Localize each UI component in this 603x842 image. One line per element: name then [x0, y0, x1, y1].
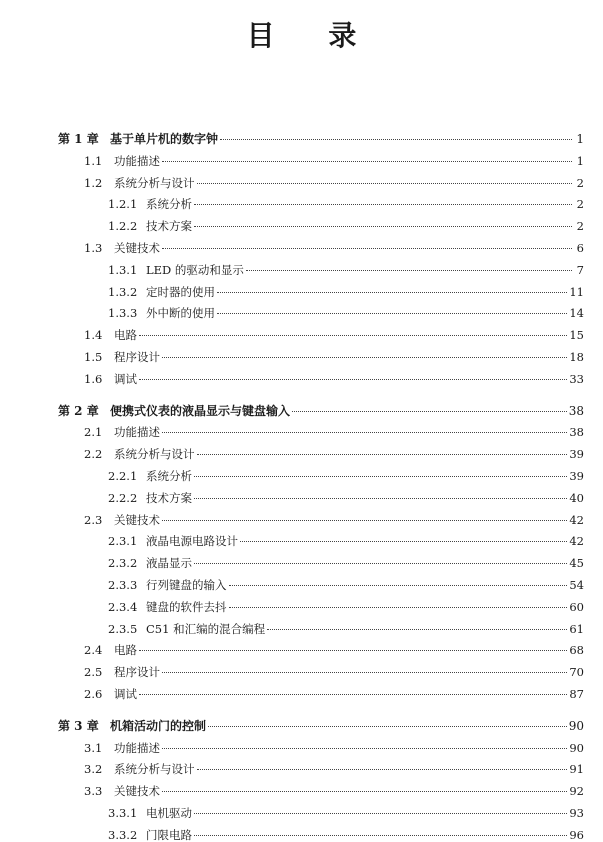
toc-entry-title: 关键技术: [114, 784, 160, 799]
toc-page-number: 42: [569, 512, 584, 527]
page-title: 目 录: [246, 19, 379, 52]
toc-entry-title: 功能描述: [114, 153, 160, 168]
toc-entry-number: 1.3.2: [108, 284, 138, 299]
toc-page-number: 60: [569, 599, 584, 614]
toc-entry-title: 程序设计: [114, 665, 160, 680]
toc-entry[interactable]: [84, 154, 584, 168]
toc-page-number: 1: [576, 153, 584, 168]
toc-entry-number: 第 3 章: [58, 718, 99, 733]
dot-leader: [162, 248, 572, 249]
dot-leader: [162, 748, 567, 749]
dot-leader: [194, 204, 572, 205]
toc-page-number: 2: [576, 175, 584, 190]
toc-entry[interactable]: [108, 263, 584, 277]
toc-entry-title: 系统分析与设计: [114, 175, 195, 190]
toc-page-number: 61: [569, 621, 584, 636]
toc-entry-number: 第 2 章: [58, 403, 99, 418]
toc-entry-number: 3.3: [84, 784, 103, 799]
toc-entry-number: 2.5: [84, 665, 103, 680]
toc-page-number: 40: [569, 490, 584, 505]
toc-entry-number: 3.2: [84, 762, 103, 777]
toc-page-number: 6: [576, 241, 584, 255]
dot-leader: [194, 563, 567, 564]
toc-entry[interactable]: [84, 328, 584, 342]
dot-leader: [194, 476, 567, 477]
dot-leader: [162, 672, 567, 673]
toc-entry[interactable]: [84, 425, 584, 439]
toc-entry-title: 便携式仪表的液晶显示与键盘输入: [110, 403, 291, 418]
toc-entry[interactable]: [84, 665, 584, 679]
toc-entry-title: 功能描述: [114, 740, 160, 755]
toc-entry-title: 液晶显示: [146, 556, 192, 571]
toc-entry-number: 2.3.1: [108, 534, 138, 549]
toc-page-number: 39: [569, 447, 584, 462]
toc-entry-title: LED 的驱动和显示: [146, 262, 244, 277]
toc-entry-title: 系统分析与设计: [114, 762, 195, 777]
dot-leader: [194, 498, 567, 499]
toc-chapter-entry[interactable]: [58, 404, 584, 418]
toc-entry-number: 3.3.2: [108, 827, 138, 842]
toc-entry-title: 基于单片机的数字钟: [110, 132, 219, 146]
dot-leader: [162, 520, 567, 521]
dot-leader: [246, 270, 572, 271]
toc-page-number: 91: [569, 762, 584, 777]
toc-page-number: 45: [569, 556, 584, 571]
toc-entry-title: 电路: [114, 643, 137, 658]
toc-entry-number: 2.2.2: [108, 490, 138, 505]
dot-leader: [229, 585, 568, 586]
dot-leader: [220, 139, 572, 140]
dot-leader: [139, 650, 567, 651]
toc-entry[interactable]: [84, 350, 584, 364]
toc-entry-title: 技术方案: [146, 219, 192, 234]
toc-entry[interactable]: [84, 241, 584, 255]
toc-entry[interactable]: [108, 306, 584, 320]
toc-entry-title: 机箱活动门的控制: [110, 718, 207, 733]
dot-leader: [162, 161, 572, 162]
toc-entry-title: 键盘的软件去抖: [146, 599, 227, 614]
toc-entry[interactable]: [108, 578, 584, 592]
toc-entry-title: 技术方案: [146, 490, 192, 505]
dot-leader: [208, 726, 567, 727]
dot-leader: [194, 226, 572, 227]
toc-page-number: 70: [569, 665, 584, 680]
toc-entry-number: 2.1: [84, 425, 103, 440]
toc-entry-title: 电机驱动: [146, 806, 192, 820]
toc-entry[interactable]: [108, 491, 584, 505]
toc-entry-number: 2.4: [84, 643, 103, 658]
toc-entry-title: 系统分析与设计: [114, 447, 195, 462]
toc-entry[interactable]: [108, 806, 584, 820]
toc-page-number: 15: [569, 328, 584, 343]
toc-entry-title: 系统分析: [146, 197, 192, 212]
toc-entry-number: 2.3.3: [108, 578, 138, 592]
toc-page-number: 18: [569, 350, 584, 364]
dot-leader: [139, 335, 567, 336]
toc-entry[interactable]: [84, 741, 584, 755]
toc-page-number: 14: [569, 306, 584, 321]
toc-entry-title: 系统分析: [146, 469, 192, 483]
dot-leader: [194, 813, 567, 814]
toc-entry[interactable]: [108, 469, 584, 483]
toc-entry[interactable]: [84, 447, 584, 461]
toc-entry-number: 3.1: [84, 740, 103, 755]
dot-leader: [197, 769, 568, 770]
toc-entry[interactable]: [108, 285, 584, 299]
toc-page-number: 92: [569, 784, 584, 799]
toc-entry-number: 1.4: [84, 328, 103, 343]
toc-entry-number: 1.2.2: [108, 219, 138, 234]
dot-leader: [197, 183, 573, 184]
toc-entry-title: 功能描述: [114, 425, 160, 440]
toc-chapter-entry[interactable]: [58, 719, 584, 733]
dot-leader: [139, 379, 567, 380]
toc-entry[interactable]: [84, 643, 584, 657]
toc-entry-title: 外中断的使用: [146, 306, 215, 321]
toc-page-number: 11: [569, 284, 584, 299]
toc-entry-number: 2.6: [84, 687, 103, 701]
toc-entry[interactable]: [108, 219, 584, 233]
dot-leader: [240, 541, 567, 542]
dot-leader: [139, 694, 567, 695]
toc-entry-number: 1.3.3: [108, 306, 138, 321]
toc-entry-number: 2.2: [84, 447, 103, 462]
toc-page-number: 54: [569, 578, 584, 592]
dot-leader: [217, 292, 567, 293]
dot-leader: [217, 313, 567, 314]
toc-page-number: 39: [569, 469, 584, 483]
toc-entry-number: 2.3.2: [108, 556, 138, 571]
toc-entry-number: 1.1: [84, 153, 103, 168]
toc-entry-title: 液晶电源电路设计: [146, 534, 238, 549]
toc-entry-number: 1.5: [84, 350, 103, 364]
dot-leader: [292, 411, 567, 412]
toc-page-number: 38: [568, 403, 584, 418]
toc-entry-number: 1.3: [84, 241, 103, 255]
toc-entry-title: 调试: [114, 687, 137, 701]
toc-entry-title: 调试: [114, 371, 137, 386]
toc-entry[interactable]: [108, 828, 584, 842]
toc-entry[interactable]: [84, 762, 584, 776]
toc-page-number: 87: [569, 687, 584, 701]
toc-page-number: 90: [569, 740, 584, 755]
toc-entry-number: 2.2.1: [108, 469, 138, 483]
toc-page-number: 7: [576, 262, 584, 277]
toc-entry-title: C51 和汇编的混合编程: [146, 621, 266, 636]
toc-entry-title: 程序设计: [114, 350, 160, 364]
dot-leader: [162, 357, 567, 358]
toc-entry-title: 关键技术: [114, 512, 160, 527]
dot-leader: [197, 454, 568, 455]
toc-entry[interactable]: [84, 372, 584, 386]
toc-page-number: 2: [576, 219, 584, 234]
toc-page-number: 38: [569, 425, 584, 440]
toc-entry-number: 2.3.5: [108, 621, 138, 636]
toc-entry[interactable]: [108, 556, 584, 570]
dot-leader: [162, 791, 567, 792]
toc-entry[interactable]: [84, 784, 584, 798]
toc-page-number: 90: [568, 718, 584, 733]
toc-entry[interactable]: [108, 197, 584, 211]
toc-entry[interactable]: [84, 176, 584, 190]
toc-entry-title: 门限电路: [146, 827, 192, 842]
toc-entry[interactable]: [84, 687, 584, 701]
toc-chapter-entry[interactable]: [58, 132, 584, 146]
toc-entry[interactable]: [108, 622, 584, 636]
toc-entry-title: 电路: [114, 328, 137, 343]
toc-entry-number: 1.2.1: [108, 197, 138, 212]
toc-entry-number: 第 1 章: [58, 132, 99, 146]
toc-page-number: 42: [569, 534, 584, 549]
toc-entry-title: 行列键盘的输入: [146, 578, 227, 592]
toc-page-number: 33: [569, 371, 584, 386]
toc-entry-title: 关键技术: [114, 241, 160, 255]
dot-leader: [162, 432, 567, 433]
toc-entry-number: 1.6: [84, 371, 103, 386]
toc-page-number: 96: [569, 827, 584, 842]
toc-entry[interactable]: [84, 513, 584, 527]
toc-entry-number: 1.3.1: [108, 262, 138, 277]
toc-page-number: 1: [576, 132, 584, 146]
toc-entry-number: 3.3.1: [108, 806, 138, 820]
toc-entry-title: 定时器的使用: [146, 284, 215, 299]
toc-entry[interactable]: [108, 600, 584, 614]
toc-page-number: 68: [569, 643, 584, 658]
toc-page-number: 2: [576, 197, 584, 212]
toc-page-number: 93: [569, 806, 584, 820]
toc-entry-number: 1.2: [84, 175, 103, 190]
toc-entry-number: 2.3: [84, 512, 103, 527]
toc-entry[interactable]: [108, 534, 584, 548]
dot-leader: [229, 607, 568, 608]
toc-entry-number: 2.3.4: [108, 599, 138, 614]
dot-leader: [267, 629, 567, 630]
